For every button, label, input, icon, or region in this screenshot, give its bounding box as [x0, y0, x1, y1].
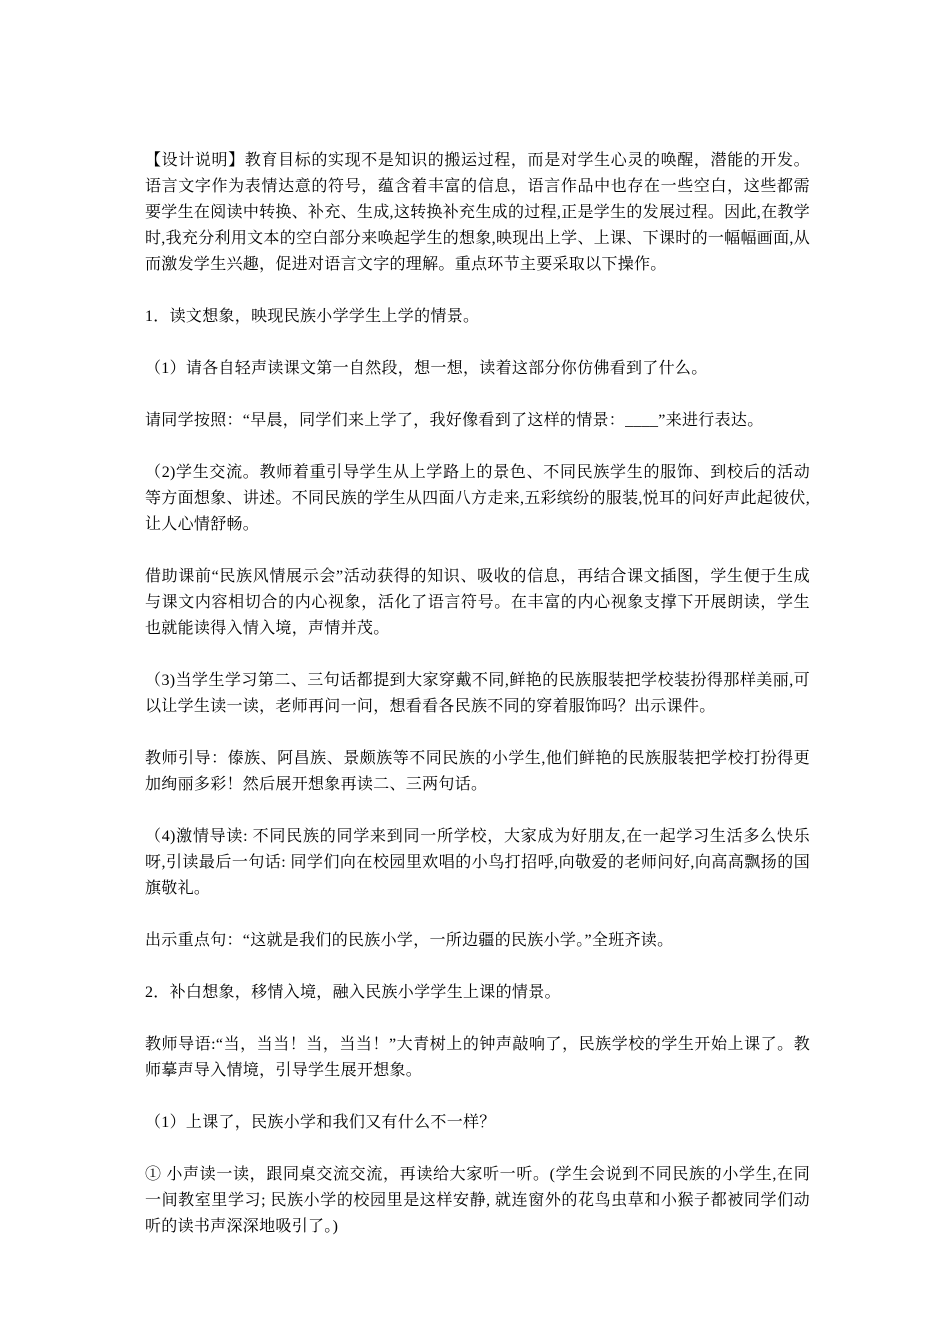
paragraph-teacher-guidance: 教师引导：傣族、阿昌族、景颇族等不同民族的小学生,他们鲜艳的民族服装把学校打扮得更加绚丽多彩！然后展开想象再读二、三两句话。: [145, 750, 810, 793]
paragraph-section-2-heading: 2．补白想象，移情入境，融入民族小学学生上课的情景。: [145, 984, 561, 1001]
paragraph-section-1-heading: 1．读文想象，映现民族小学学生上学的情景。: [145, 308, 480, 325]
paragraph-activity-1: ① 小声读一读，跟同桌交流交流，再读给大家听一听。(学生会说到不同民族的小学生,在同一间教室里学习; 民族小学的校园里是这样安静, 就连窗外的花鸟虫草和小猴子都被同学们动听的读书声深深地吸引了。): [145, 1166, 810, 1235]
paragraph-step-3: （3)当学生学习第二、三句话都提到大家穿戴不同,鲜艳的民族服装把学校装扮得那样美丽,可以让学生读一读，老师再问一问，想看看各民族不同的穿着服饰吗？出示课件。: [145, 672, 810, 715]
paragraph-question-1: （1）上课了，民族小学和我们又有什么不一样？: [145, 1114, 496, 1131]
paragraph-sentence-frame: 请同学按照：“早晨，同学们来上学了，我好像看到了这样的情景：____”来进行表达。: [145, 412, 764, 429]
paragraph-key-sentence: 出示重点句：“这就是我们的民族小学，一所边疆的民族小学。”全班齐读。: [145, 932, 674, 949]
paragraph-pre-class-activity: 借助课前“民族风情展示会”活动获得的知识、吸收的信息，再结合课文插图，学生便于生成与课文内容相切合的内心视象，活化了语言符号。在丰富的内心视象支撑下开展朗读，学生也就能读得入情入境，声情并茂。: [145, 568, 810, 637]
paragraph-step-1: （1）请各自轻声读课文第一自然段，想一想，读着这部分你仿佛看到了什么。: [145, 360, 708, 377]
paragraph-teacher-lead-in: 教师导语:“当，当当！当，当当！”大青树上的钟声敲响了，民族学校的学生开始上课了。教师摹声导入情境，引导学生展开想象。: [145, 1036, 810, 1079]
paragraph-step-2: （2)学生交流。教师着重引导学生从上学路上的景色、不同民族学生的服饰、到校后的活动等方面想象、讲述。不同民族的学生从四面八方走来,五彩缤纷的服装,悦耳的问好声此起彼伏,让人心情舒畅。: [145, 464, 810, 533]
paragraph-step-4: （4)激情导读: 不同民族的同学来到同一所学校，大家成为好朋友,在一起学习生活多么快乐呀,引读最后一句话: 同学们向在校园里欢唱的小鸟打招呼,向敬爱的老师问好,向高高飘扬的国旗敬礼。: [145, 828, 810, 897]
paragraph-design-note: 【设计说明】教育目标的实现不是知识的搬运过程，而是对学生心灵的唤醒，潜能的开发。语言文字作为表情达意的符号，蕴含着丰富的信息，语言作品中也存在一些空白，这些都需要学生在阅读中转换、补充、生成,这转换补充生成的过程,正是学生的发展过程。因此,在教学时,我充分利用文本的空白部分来唤起学生的想象,映现出上学、上课、下课时的一幅幅画面,从而激发学生兴趣，促进对语言文字的理解。重点环节主要采取以下操作。: [145, 152, 810, 273]
document-body: [145, 148, 810, 1240]
